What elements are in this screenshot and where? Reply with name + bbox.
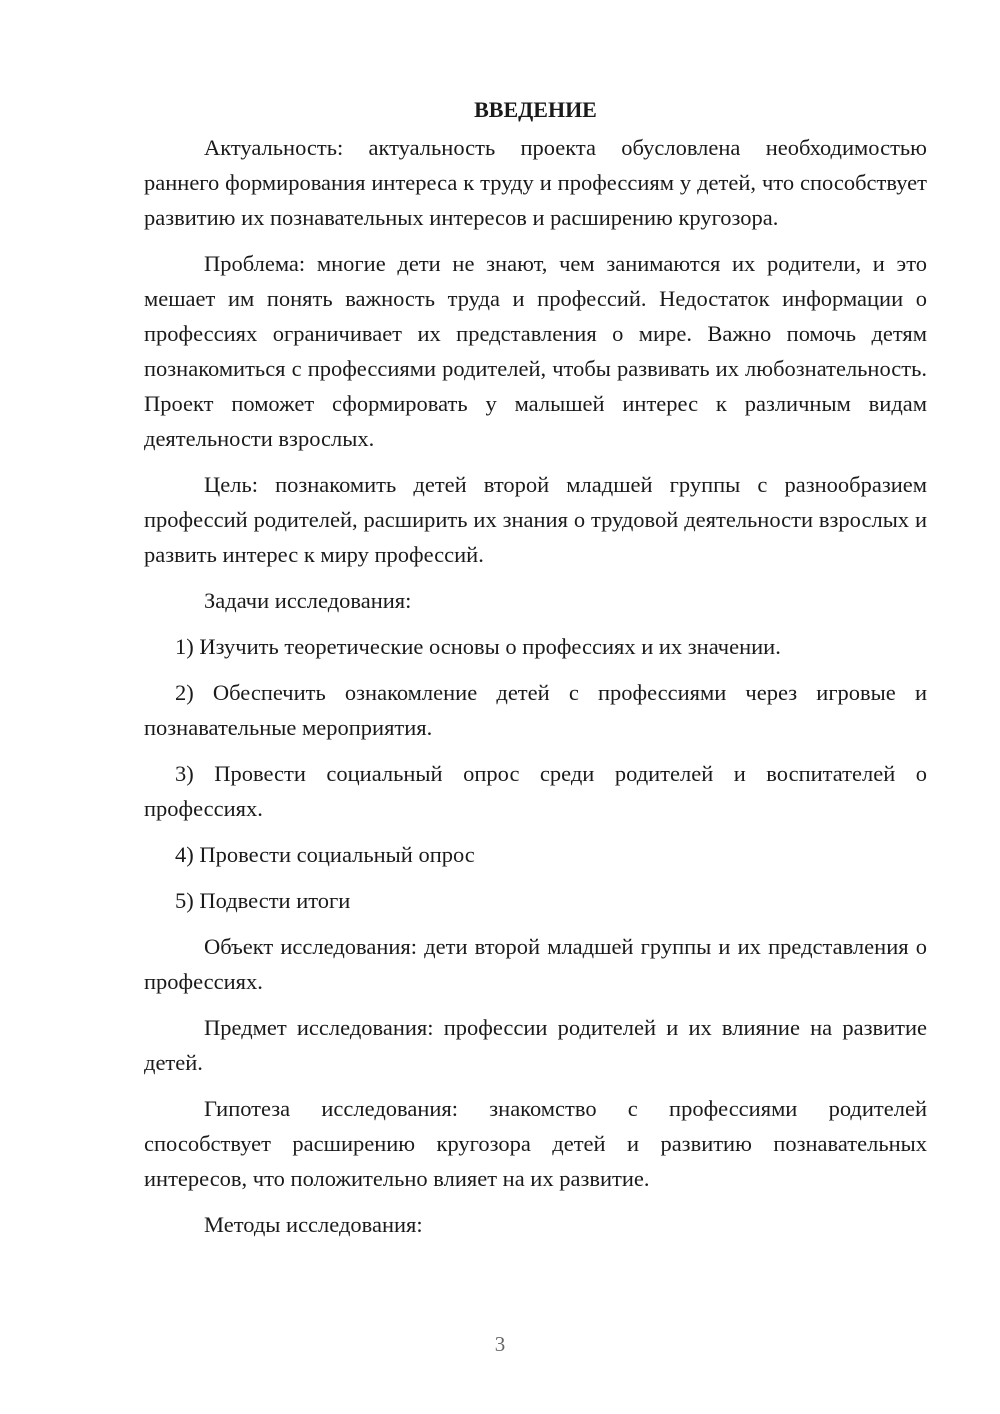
task-item: 4) Провести социальный опрос: [175, 842, 475, 867]
page-number: 3: [494, 1332, 506, 1356]
task-item: 2) Обеспечить ознакомление детей с профессиями через игровые и познавательные мероприятия.: [144, 680, 927, 740]
tasks-title: Задачи исследования:: [204, 588, 412, 613]
subject-paragraph: Предмет исследования: профессии родителей и их влияние на развитие детей.: [144, 1015, 927, 1075]
task-item: 3) Провести социальный опрос среди родителей и воспитателей о профессиях.: [144, 761, 927, 821]
task-item: 5) Подвести итоги: [175, 888, 351, 913]
task-item: 1) Изучить теоретические основы о профессиях и их значении.: [175, 634, 781, 659]
problem-paragraph: Проблема: многие дети не знают, чем занимаются их родители, и это мешает им понять важность труда и профессий. Недостаток информации о профессиях ограничивает их представления о мире. Важно помочь детям познакомиться с профессиями родителей, чтобы развивать их любознательность. Проект поможет сформировать у малышей интерес к различным видам деятельности взрослых.: [144, 251, 927, 451]
hypothesis-paragraph: Гипотеза исследования: знакомство с профессиями родителей способствует расширению кругозора детей и развитию познавательных интересов, что положительно влияет на их развитие.: [144, 1096, 927, 1191]
goal-paragraph: Цель: познакомить детей второй младшей группы с разнообразием профессий родителей, расширить их знания о трудовой деятельности взрослых и развить интерес к миру профессий.: [144, 472, 927, 567]
methods-title: Методы исследования:: [204, 1212, 423, 1237]
section-heading: ВВЕДЕНИЕ: [474, 97, 597, 122]
object-paragraph: Объект исследования: дети второй младшей группы и их представления о профессиях.: [144, 934, 927, 994]
page-content: [144, 94, 927, 1253]
relevance-paragraph: Актуальность: актуальность проекта обусловлена необходимостью раннего формирования интереса к труду и профессиям у детей, что способствует развитию их познавательных интересов и расширению кругозора.: [144, 135, 927, 230]
